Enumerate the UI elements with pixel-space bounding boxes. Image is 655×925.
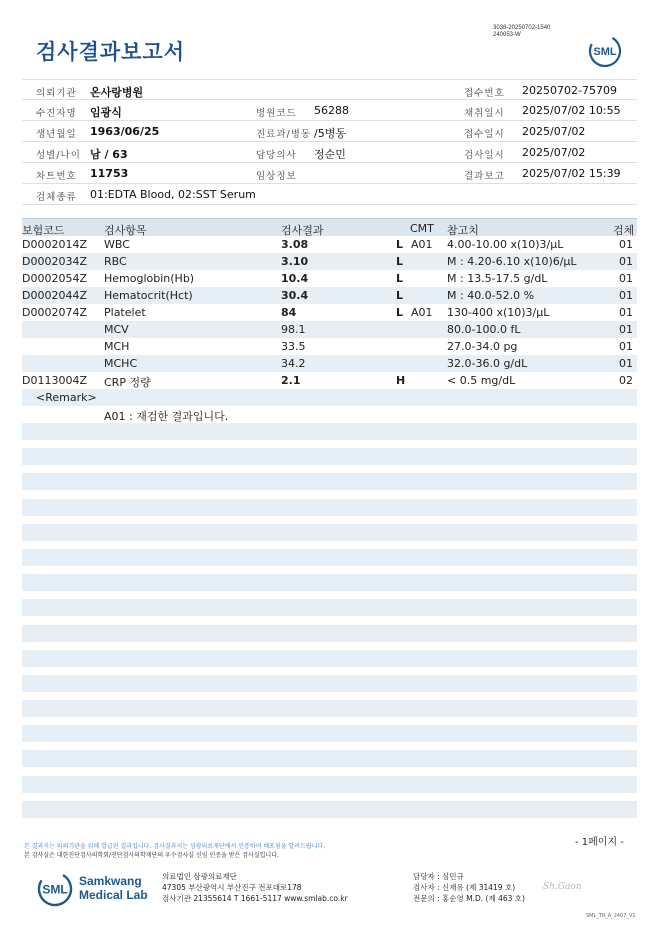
cell-flag: H	[396, 374, 406, 387]
cell-flag: L	[396, 255, 404, 268]
cell-flag: L	[396, 289, 404, 302]
result-table-header	[22, 218, 637, 236]
cell-specimen: 01	[619, 255, 633, 268]
header-item: 검사항목	[104, 224, 147, 237]
cell-flag: L	[396, 272, 404, 285]
blank-row	[22, 750, 637, 767]
cell-code: D0002014Z	[22, 238, 87, 251]
cell-cmt: A01	[411, 238, 433, 251]
info-value: 2025/07/02 10:55	[522, 104, 621, 117]
brand-line2: Medical Lab	[79, 888, 148, 902]
staff-info	[413, 871, 525, 904]
cell-specimen: 01	[619, 272, 633, 285]
info-row	[22, 79, 637, 100]
patient-info-table	[22, 79, 637, 205]
info-value: 온사랑병원	[90, 86, 144, 99]
cell-specimen: 01	[619, 340, 633, 353]
cell-item: RBC	[104, 255, 127, 268]
info-value: 56288	[314, 104, 349, 117]
cell-item: WBC	[104, 238, 130, 251]
info-label: 검체종류	[36, 192, 77, 203]
info-label: 결과보고	[464, 171, 505, 182]
sml-footer-logo-text: SML	[42, 882, 68, 897]
info-value: 2025/07/02	[522, 125, 586, 138]
cell-cmt: A01	[411, 306, 433, 319]
blank-row	[22, 473, 637, 490]
form-code: SML_TR_A_2407_V1	[586, 913, 636, 919]
cell-result: 2.1	[281, 374, 301, 387]
info-value: 정순민	[314, 148, 346, 161]
cell-result: 33.5	[281, 340, 306, 353]
staff-tester: 검사자 : 신재유 (제 31419 호)	[413, 883, 516, 892]
info-label: 의뢰기관	[36, 88, 77, 99]
cell-code: D0002054Z	[22, 272, 87, 285]
cell-reference: 4.00-10.00 x(10)3/µL	[447, 238, 564, 251]
cell-reference: M : 13.5-17.5 g/dL	[447, 272, 548, 285]
blank-row	[22, 549, 637, 566]
brand-name	[79, 874, 148, 902]
table-row	[22, 253, 637, 270]
info-label: 접수번호	[464, 88, 505, 99]
cell-specimen: 01	[619, 357, 633, 370]
result-table-body	[22, 236, 637, 440]
blank-row	[22, 524, 637, 541]
info-label: 담당의사	[256, 150, 297, 161]
table-row	[22, 338, 637, 355]
info-label: 수진자명	[36, 108, 77, 119]
sml-logo-text: SML	[593, 46, 617, 58]
info-row	[22, 184, 637, 205]
info-label: 접수일시	[464, 129, 505, 140]
info-value: 20250702-75709	[522, 84, 617, 97]
info-label: 차트번호	[36, 171, 77, 182]
header-code: 보험코드	[22, 224, 65, 237]
header-reference: 참고치	[447, 224, 479, 237]
remark-label: <Remark>	[36, 391, 97, 404]
blank-rows	[22, 423, 637, 826]
cell-code: D0002034Z	[22, 255, 87, 268]
blank-row	[22, 700, 637, 717]
info-value: 01:EDTA Blood, 02:SST Serum	[90, 188, 256, 201]
header-cmt: CMT	[410, 222, 434, 235]
header-result: 검사결과	[281, 224, 324, 237]
cell-specimen: 02	[619, 374, 633, 387]
cell-code: D0002044Z	[22, 289, 87, 302]
cell-result: 10.4	[281, 272, 309, 285]
cell-item: Platelet	[104, 306, 146, 319]
info-value: 11753	[90, 167, 129, 180]
staff-manager: 담당자 : 심민규	[413, 872, 464, 881]
remark-text: A01 : 재검한 결과입니다.	[104, 410, 229, 423]
blank-row	[22, 725, 637, 742]
info-value: 1963/06/25	[90, 125, 160, 138]
sml-footer-logo-icon	[35, 871, 75, 907]
table-row	[22, 236, 637, 253]
header-specimen: 검체	[613, 224, 635, 237]
cell-reference: 32.0-36.0 g/dL	[447, 357, 528, 370]
info-value: 2025/07/02	[522, 146, 586, 159]
signature-image: Sh.Gaon	[543, 882, 582, 892]
report-id-code	[493, 25, 550, 39]
cell-specimen: 01	[619, 289, 633, 302]
info-label: 진료과/병동	[256, 129, 312, 140]
blank-row	[22, 675, 637, 692]
brand-line1: Samkwang	[79, 874, 142, 888]
info-row	[22, 121, 637, 142]
footer-notice-blue: 본 결과지는 의뢰기관을 위해 발급된 결과입니다. 검사결과지는 삼광의료재단에서 인증하며 배포됨을 알려드립니다.	[24, 843, 326, 850]
cell-code: D0113004Z	[22, 374, 87, 387]
info-row	[22, 163, 637, 184]
cell-specimen: 01	[619, 238, 633, 251]
cell-specimen: 01	[619, 306, 633, 319]
blank-row	[22, 650, 637, 667]
cell-flag: L	[396, 306, 404, 319]
info-value: 임광식	[90, 106, 122, 119]
sml-logo-icon	[587, 33, 623, 67]
org-name: 의료법인 삼광의료재단	[162, 872, 237, 881]
cell-result: 98.1	[281, 323, 306, 336]
table-row	[22, 304, 637, 321]
blank-row	[22, 448, 637, 465]
footer-notice: 본 검사실은 대한진단검사의학회/진단검사의학재단의 우수검사실 신임 인증을 받은 검사실입니다.	[24, 852, 279, 859]
table-row	[22, 372, 637, 389]
info-label: 생년월일	[36, 129, 77, 140]
cell-item: Hematocrit(Hct)	[104, 289, 193, 302]
cell-reference: < 0.5 mg/dL	[447, 374, 516, 387]
info-label: 성별/나이	[36, 150, 81, 161]
table-row	[22, 321, 637, 338]
cell-reference: M : 4.20-6.10 x(10)6/µL	[447, 255, 577, 268]
staff-specialist: 전문의 : 홍순영 M.D. (제 463 호)	[413, 894, 525, 903]
blank-row	[22, 499, 637, 516]
page-number: - 1페이지 -	[575, 837, 624, 848]
cell-reference: 80.0-100.0 fL	[447, 323, 521, 336]
cell-item: Hemoglobin(Hb)	[104, 272, 195, 285]
cell-item: MCV	[104, 323, 129, 336]
info-value: /5병동	[314, 127, 346, 140]
blank-row	[22, 574, 637, 591]
page-title: 검사결과보고서	[36, 40, 186, 64]
table-row	[22, 287, 637, 304]
table-row	[22, 355, 637, 372]
table-row	[22, 270, 637, 287]
cell-result: 3.10	[281, 255, 309, 268]
blank-row	[22, 776, 637, 793]
blank-row	[22, 599, 637, 616]
cell-reference: 27.0-34.0 pg	[447, 340, 518, 353]
info-label: 검사일시	[464, 150, 505, 161]
cell-item: CRP 정량	[104, 376, 151, 389]
info-label: 병원코드	[256, 108, 297, 119]
cell-result: 30.4	[281, 289, 309, 302]
info-value: 2025/07/02 15:39	[522, 167, 621, 180]
cell-result: 34.2	[281, 357, 306, 370]
cell-item: MCHC	[104, 357, 138, 370]
cell-result: 3.08	[281, 238, 309, 251]
cell-specimen: 01	[619, 323, 633, 336]
org-contact: 검사기관 21355614 T 1661-5117 www.smlab.co.kr	[162, 894, 348, 903]
table-row	[22, 389, 637, 406]
cell-reference: M : 40.0-52.0 %	[447, 289, 535, 302]
blank-row	[22, 625, 637, 642]
info-value: 남 / 63	[90, 148, 128, 161]
table-row	[22, 406, 637, 423]
info-label: 채취일시	[464, 108, 505, 119]
blank-row	[22, 423, 637, 440]
org-street: 47305 부산광역시 부산진구 전포대로178	[162, 883, 302, 892]
cell-flag: L	[396, 238, 404, 251]
report-id-line2: 240053-W	[493, 32, 521, 38]
blank-row	[22, 801, 637, 818]
info-row	[22, 100, 637, 121]
cell-result: 84	[281, 306, 297, 319]
report-id-line1: 3038-20250702-1540	[493, 25, 551, 31]
cell-code: D0002074Z	[22, 306, 87, 319]
info-label: 임상정보	[256, 171, 297, 182]
cell-item: MCH	[104, 340, 130, 353]
info-row	[22, 142, 637, 163]
cell-reference: 130-400 x(10)3/µL	[447, 306, 550, 319]
org-address	[162, 871, 348, 904]
